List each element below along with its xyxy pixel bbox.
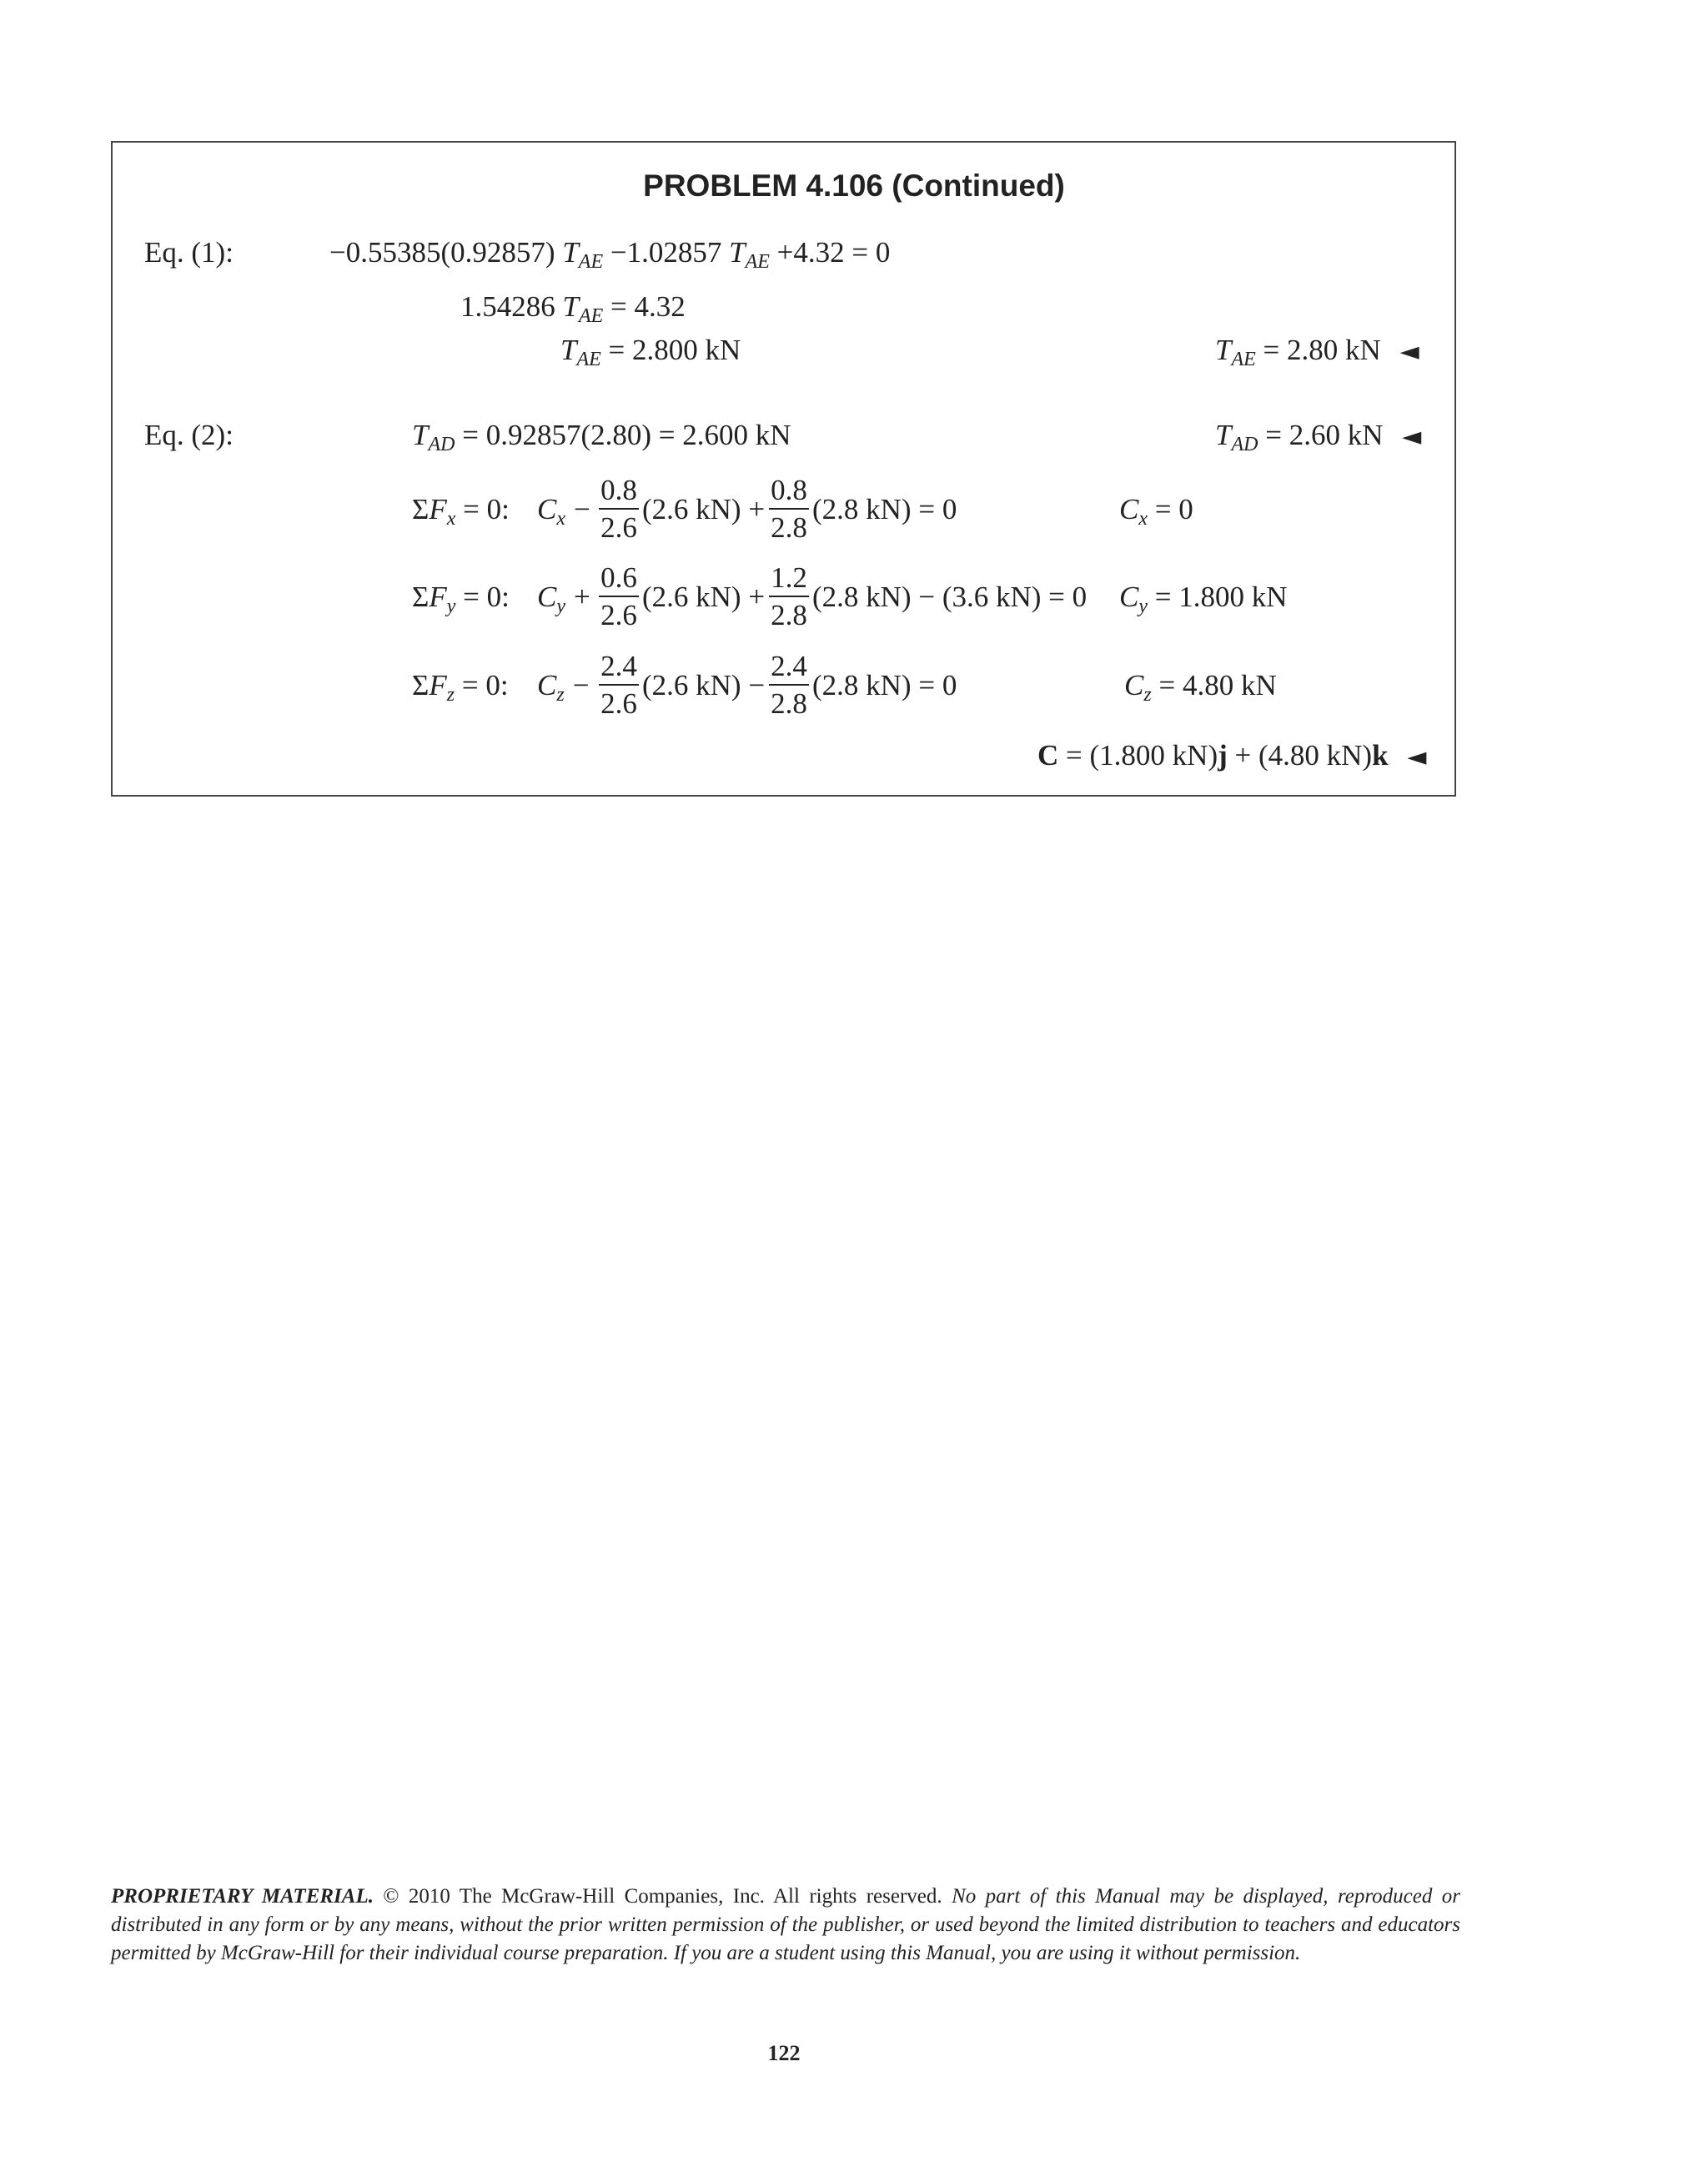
eq2-line1: $T_{AD} = 0.92857(2.80) = 2.600$ kN [412, 419, 791, 455]
eq2-label: Eq. (2): [144, 419, 234, 451]
copyright-notice: PROPRIETARY MATERIAL. © 2010 The McGraw-Hill Companies, Inc. All rights reserved. No part of this Manual may be displayed, reproduced or distributed in any form or by any means, without the prior written permission of the publisher, or used beyond the limited distribution to teachers and educators permitted by McGraw-Hill for their individual course preparation. If you are a student using this Manual, you are using it without permission. [111, 1885, 1460, 1964]
sum-fz-fraction-1: 2.4 2.6 [599, 651, 639, 718]
sum-fy-fraction-1: 0.6 2.6 [599, 563, 639, 630]
sum-fz-mid: (2.6 kN) − [642, 669, 766, 701]
answer-marker-icon: ◄ [1399, 337, 1419, 366]
sum-fy-lhs: $\Sigma F_y = 0$: [412, 581, 510, 617]
answer-marker-icon: ◄ [1407, 742, 1427, 772]
sum-fx-c: $C_x$ − [537, 493, 590, 530]
sum-fy-c: $C_y$ + [537, 581, 590, 617]
cy-result: $C_y = 1.800$ kN [1119, 581, 1288, 617]
final-answer: C = (1.800 kN)j + (4.80 kN)k ◄ [1037, 739, 1427, 772]
sum-fz-fraction-2: 2.4 2.8 [769, 651, 809, 718]
sum-fx-tail: (2.8 kN) = 0 [812, 493, 957, 525]
eq1-label: Eq. (1): [144, 236, 234, 269]
cx-result: $C_x = 0$ [1119, 493, 1193, 530]
tad-answer: $T_{AD} = 2.60$ kN ◄ [1215, 419, 1422, 455]
sum-fx-mid: (2.6 kN) + [642, 493, 766, 525]
tae-answer: $T_{AE} = 2.80$ kN ◄ [1215, 334, 1419, 370]
problem-title: PROBLEM 4.106 (Continued) [643, 168, 1065, 203]
answer-marker-icon: ◄ [1402, 422, 1422, 451]
sum-fy-fraction-2: 1.2 2.8 [769, 563, 809, 630]
sum-fx-fraction-2: 0.8 2.8 [769, 475, 809, 542]
sum-fz-c: $C_z$ − [537, 669, 590, 706]
sum-fz-lhs: $\Sigma F_z = 0$: [412, 669, 509, 706]
page-number: 122 [767, 2041, 801, 2065]
sum-fz-tail: (2.8 kN) = 0 [812, 669, 957, 701]
sum-fy-tail: (2.8 kN) − (3.6 kN) = 0 [812, 581, 1088, 613]
sum-fy-mid: (2.6 kN) + [642, 581, 766, 613]
eq1-line3: $T_{AE} = 2.800$ kN [560, 334, 741, 370]
eq1-line2: 1.54286 $T_{AE} = 4.32$ [460, 290, 686, 327]
sum-fx-lhs: $\Sigma F_x = 0$: [412, 493, 510, 530]
eq1-line1: −0.55385(0.92857) $T_{AE} -1.02857$ $T_{AE} +4.32 = 0$ [329, 236, 891, 273]
cz-result: $C_z = 4.80$ kN [1124, 669, 1277, 706]
sum-fx-fraction-1: 0.8 2.6 [599, 475, 639, 542]
